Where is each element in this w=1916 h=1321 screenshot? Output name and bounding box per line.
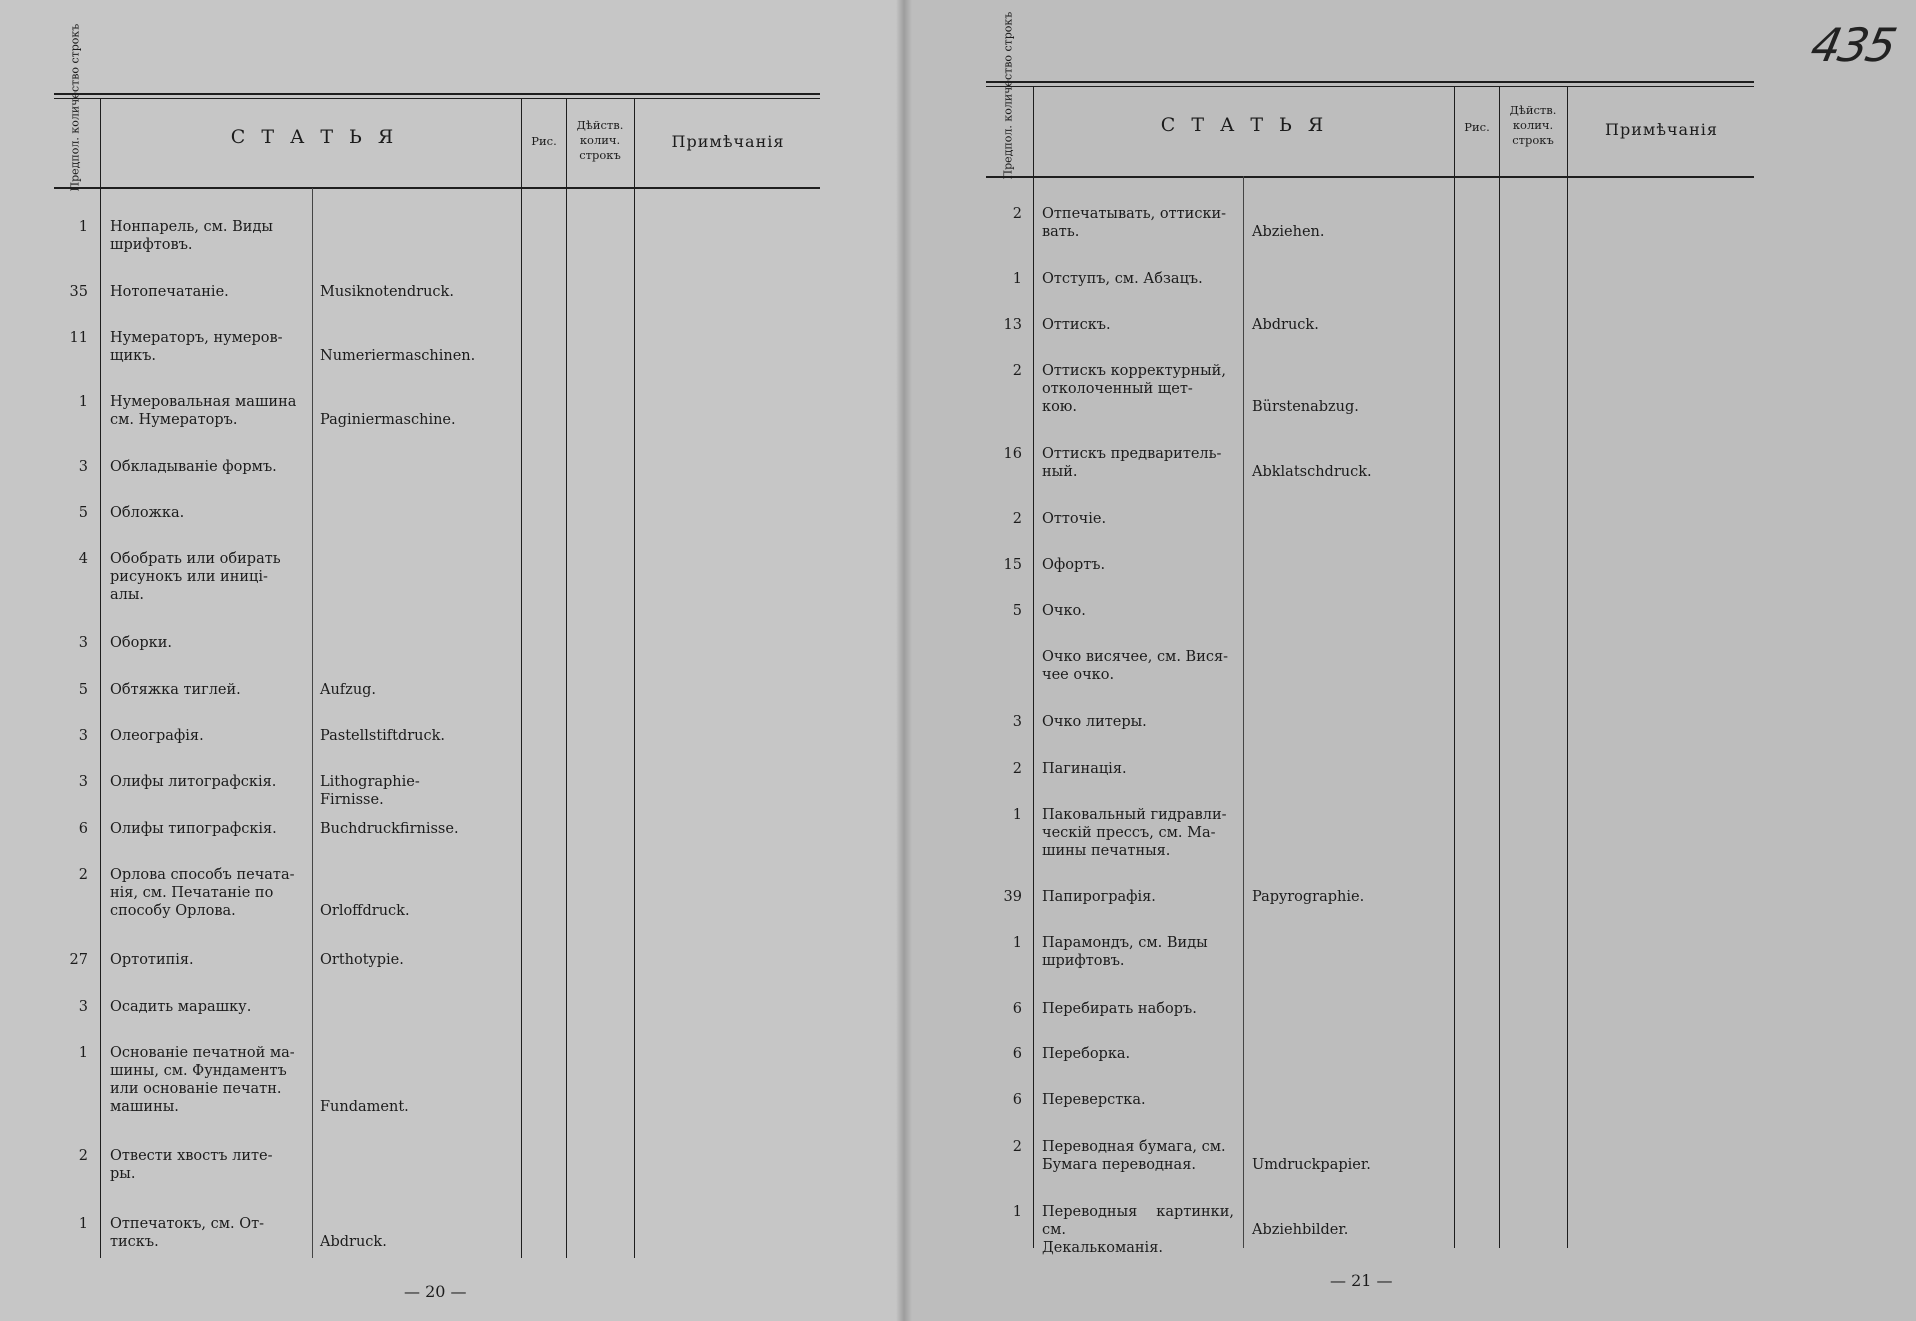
right-col-divider-actual xyxy=(1499,86,1500,1248)
row-line-count: 2 xyxy=(1012,1139,1022,1155)
row-article-term xyxy=(1042,1203,1234,1257)
left-col-divider-de xyxy=(312,188,313,1258)
row-german-term: Pastellstiftdruck. xyxy=(320,728,446,744)
row-article-term xyxy=(1042,205,1234,241)
article-line: Бумага переводная. xyxy=(1042,1157,1196,1173)
article-line: нія, см. Печатаніе по xyxy=(110,885,274,901)
row-article-term xyxy=(1042,602,1234,620)
article-line: Отпечатывать, оттиски- xyxy=(1042,206,1227,222)
book-gutter xyxy=(896,0,912,1321)
article-line: Перебирать наборъ. xyxy=(1042,1001,1197,1017)
article-line: шрифтовъ. xyxy=(1042,953,1125,969)
article-line: ры. xyxy=(110,1166,136,1182)
row-german-term: Abziehbilder. xyxy=(1252,1222,1349,1238)
row-line-count: 3 xyxy=(78,999,88,1015)
right-article-header: СТАТЬЯ xyxy=(1160,114,1340,136)
row-line-count: 3 xyxy=(78,728,88,744)
row-german-term: Abdruck. xyxy=(1252,317,1319,333)
row-article-term xyxy=(110,998,302,1016)
row-article-term xyxy=(110,951,302,969)
article-line: способу Орлова. xyxy=(110,903,236,919)
row-article-term xyxy=(1042,648,1234,684)
left-col-divider-num xyxy=(100,98,101,1258)
article-line: Олифы литографскія. xyxy=(110,774,277,790)
row-german-term: Numeriermaschinen. xyxy=(320,348,476,364)
row-line-count: 6 xyxy=(78,821,88,837)
row-article-term xyxy=(110,504,302,522)
left-header-top-rule xyxy=(54,93,820,95)
row-line-count: 1 xyxy=(78,1045,88,1061)
row-german-term: Paginiermaschine. xyxy=(320,412,456,428)
right-actual-header: Дѣйств. колич. строкъ xyxy=(1509,103,1557,147)
left-header-bottom-rule xyxy=(54,187,820,189)
row-line-count: 3 xyxy=(78,459,88,475)
row-article-term xyxy=(110,634,302,652)
row-article-term xyxy=(110,1044,302,1116)
article-line: Обложка. xyxy=(110,505,185,521)
article-line: Оттискъ. xyxy=(1042,317,1111,333)
article-line: отколоченный щет- xyxy=(1042,381,1193,397)
article-line: Обкладываніе формъ. xyxy=(110,459,277,475)
row-german-term: Fundament. xyxy=(320,1099,409,1115)
article-line: Переверстка. xyxy=(1042,1092,1146,1108)
article-line: шрифтовъ. xyxy=(110,237,193,253)
row-article-term xyxy=(110,820,302,838)
row-line-count: 3 xyxy=(78,635,88,651)
row-article-term xyxy=(1042,934,1234,970)
row-article-term xyxy=(1042,1138,1234,1174)
row-line-count: 2 xyxy=(78,1148,88,1164)
right-count-header: Предпол. количество строкъ xyxy=(1001,11,1015,180)
article-line: алы. xyxy=(110,587,145,603)
article-line: Папирографія. xyxy=(1042,889,1156,905)
article-line: вать. xyxy=(1042,224,1080,240)
row-article-term xyxy=(1042,888,1234,906)
row-line-count: 27 xyxy=(69,952,88,968)
right-header-top-rule-2 xyxy=(986,86,1754,87)
left-fig-header: Рис. xyxy=(531,134,557,148)
article-line: Переводныя картинки, см. xyxy=(1042,1204,1234,1238)
row-article-term xyxy=(1042,556,1234,574)
row-article-term xyxy=(1042,713,1234,731)
article-line: шины, см. Фундаментъ xyxy=(110,1063,287,1079)
right-col-divider-de xyxy=(1243,176,1244,1248)
row-line-count: 16 xyxy=(1003,446,1022,462)
row-article-term xyxy=(1042,316,1234,334)
article-line: Оттискъ корректурный, xyxy=(1042,363,1226,379)
left-col-divider-fig xyxy=(521,98,522,1258)
row-article-term xyxy=(1042,806,1234,860)
article-line: или основаніе печатн. xyxy=(110,1081,282,1097)
row-line-count: 1 xyxy=(1012,807,1022,823)
right-col-divider-num xyxy=(1033,86,1034,1248)
row-line-count: 3 xyxy=(78,774,88,790)
row-article-term xyxy=(110,681,302,699)
article-line: кою. xyxy=(1042,399,1078,415)
article-line: Осадить марашку. xyxy=(110,999,252,1015)
left-header-top-rule-2 xyxy=(54,98,820,99)
row-german-term: Abklatschdruck. xyxy=(1252,464,1372,480)
article-line: Очко литеры. xyxy=(1042,714,1147,730)
row-article-term xyxy=(110,329,302,365)
article-line: Нумеровальная машина xyxy=(110,394,297,410)
row-line-count: 4 xyxy=(78,551,88,567)
row-line-count: 2 xyxy=(1012,206,1022,222)
article-line: Нумераторъ, нумеров- xyxy=(110,330,283,346)
article-line: Оборки. xyxy=(110,635,172,651)
row-line-count: 3 xyxy=(1012,714,1022,730)
article-line: ный. xyxy=(1042,464,1078,480)
article-line: Олифы типографскія. xyxy=(110,821,277,837)
row-article-term xyxy=(1042,1091,1234,1109)
article-line: Отточіе. xyxy=(1042,511,1107,527)
row-line-count: 1 xyxy=(78,394,88,410)
row-german-term: Papyrographie. xyxy=(1252,889,1365,905)
row-article-term xyxy=(110,1147,302,1183)
row-line-count: 6 xyxy=(1012,1046,1022,1062)
row-line-count: 11 xyxy=(69,330,88,346)
article-line: см. Нумераторъ. xyxy=(110,412,238,428)
right-header-top-rule xyxy=(986,81,1754,83)
article-line: Отступъ, см. Абзацъ. xyxy=(1042,271,1203,287)
row-line-count: 15 xyxy=(1003,557,1022,573)
article-line: чее очко. xyxy=(1042,667,1115,683)
right-page-number: — 21 — xyxy=(1330,1271,1393,1290)
row-line-count: 5 xyxy=(78,505,88,521)
article-line: Олеографія. xyxy=(110,728,204,744)
row-line-count: 1 xyxy=(1012,271,1022,287)
row-article-term xyxy=(110,458,302,476)
row-article-term xyxy=(110,283,302,301)
row-line-count: 5 xyxy=(1012,603,1022,619)
left-page xyxy=(0,0,904,1321)
row-line-count: 1 xyxy=(1012,1204,1022,1220)
article-line: Орлова способъ печата- xyxy=(110,867,295,883)
row-article-term xyxy=(1042,445,1234,481)
article-line: шины печатныя. xyxy=(1042,843,1171,859)
row-german-term: Orloffdruck. xyxy=(320,903,410,919)
row-line-count: 1 xyxy=(1012,935,1022,951)
row-german-term: Abdruck. xyxy=(320,1234,387,1250)
row-article-term xyxy=(1042,270,1234,288)
article-line: Очко. xyxy=(1042,603,1086,619)
article-line: Нонпарель, см. Виды xyxy=(110,219,273,235)
row-article-term xyxy=(110,727,302,745)
article-line: Парамондъ, см. Виды xyxy=(1042,935,1208,951)
row-line-count: 35 xyxy=(69,284,88,300)
row-article-term xyxy=(110,1215,302,1251)
article-line: Переборка. xyxy=(1042,1046,1131,1062)
row-line-count: 2 xyxy=(1012,363,1022,379)
article-line: Пагинація. xyxy=(1042,761,1127,777)
row-german-term: Lithographie-Firnisse. xyxy=(320,774,420,808)
row-line-count: 2 xyxy=(1012,511,1022,527)
row-article-term xyxy=(1042,362,1234,416)
row-line-count: 2 xyxy=(78,867,88,883)
row-german-term: Umdruckpapier. xyxy=(1252,1157,1371,1173)
left-count-header: Предпол. количество строкъ xyxy=(68,23,82,192)
left-article-header: СТАТЬЯ xyxy=(230,126,410,148)
handwritten-page-number: 435 xyxy=(1806,18,1900,72)
row-line-count: 6 xyxy=(1012,1092,1022,1108)
article-line: Отвести хвостъ лите- xyxy=(110,1148,273,1164)
article-line: тискъ. xyxy=(110,1234,159,1250)
row-line-count: 1 xyxy=(78,219,88,235)
row-article-term xyxy=(110,550,302,604)
row-line-count: 13 xyxy=(1003,317,1022,333)
article-line: Оттискъ предваритель- xyxy=(1042,446,1222,462)
article-line: Офортъ. xyxy=(1042,557,1106,573)
right-col-divider-fig xyxy=(1454,86,1455,1248)
row-line-count: 6 xyxy=(1012,1001,1022,1017)
article-line: Декалькоманія. xyxy=(1042,1240,1163,1256)
article-line: Паковальный гидравли- xyxy=(1042,807,1227,823)
row-article-term xyxy=(1042,760,1234,778)
left-page-number: — 20 — xyxy=(404,1282,467,1301)
row-german-term: Buchdruckfirnisse. xyxy=(320,821,459,837)
article-line: щикъ. xyxy=(110,348,157,364)
left-notes-header: Примѣчанія xyxy=(671,132,785,151)
article-line: Отпечатокъ, см. От- xyxy=(110,1216,265,1232)
left-col-divider-actual xyxy=(566,98,567,1258)
row-german-term: Abziehen. xyxy=(1252,224,1325,240)
row-german-term: Bürstenabzug. xyxy=(1252,399,1359,415)
row-article-term xyxy=(1042,1000,1234,1018)
article-line: Ортотипія. xyxy=(110,952,194,968)
article-line: машины. xyxy=(110,1099,179,1115)
row-german-term: Aufzug. xyxy=(320,682,377,698)
article-line: рисунокъ или иниці- xyxy=(110,569,268,585)
row-german-term: Musiknotendruck. xyxy=(320,284,454,300)
article-line: Очко висячее, см. Вися- xyxy=(1042,649,1229,665)
row-article-term xyxy=(110,393,302,429)
row-article-term xyxy=(1042,510,1234,528)
row-german-term: Orthotypie. xyxy=(320,952,404,968)
right-fig-header: Рис. xyxy=(1464,120,1490,134)
row-line-count: 39 xyxy=(1003,889,1022,905)
row-article-term xyxy=(110,866,302,920)
row-article-term xyxy=(110,773,302,791)
left-actual-header: Дѣйств. колич. строкъ xyxy=(576,118,624,162)
right-header-bottom-rule xyxy=(986,176,1754,178)
right-col-divider-notes xyxy=(1567,86,1568,1248)
article-line: ческій прессъ, см. Ма- xyxy=(1042,825,1216,841)
article-line: Нотопечатаніе. xyxy=(110,284,229,300)
article-line: Обобрать или обирать xyxy=(110,551,281,567)
row-line-count: 2 xyxy=(1012,761,1022,777)
article-line: Переводная бумага, см. xyxy=(1042,1139,1226,1155)
right-notes-header: Примѣчанія xyxy=(1605,120,1718,139)
row-article-term xyxy=(1042,1045,1234,1063)
article-line: Основаніе печатной ма- xyxy=(110,1045,295,1061)
row-line-count: 1 xyxy=(78,1216,88,1232)
left-col-divider-notes xyxy=(634,98,635,1258)
article-line: Обтяжка тиглей. xyxy=(110,682,241,698)
row-line-count: 5 xyxy=(78,682,88,698)
row-article-term xyxy=(110,218,302,254)
